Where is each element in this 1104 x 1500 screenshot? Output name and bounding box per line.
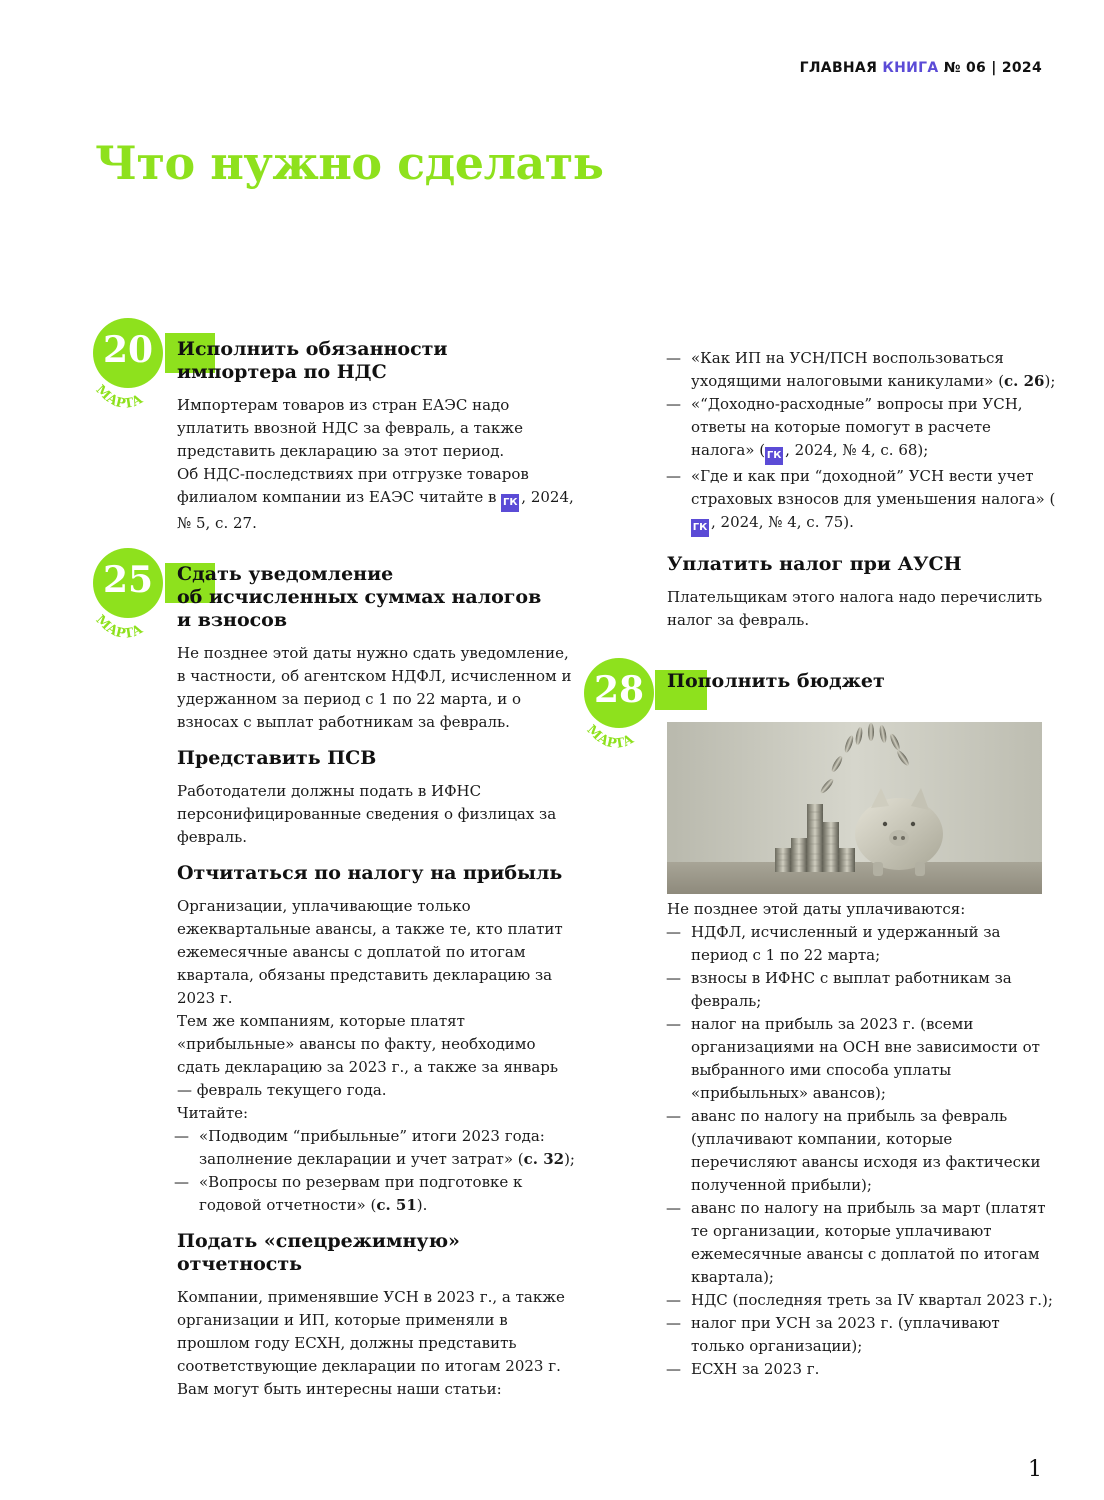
- paragraph: Вам могут быть интересны наши статьи:: [177, 1380, 502, 1398]
- list-item: — аванс по налогу на прибыль за февраль (уплачивают компании, которые перечисляют авансы исходя из фактически полученной прибыли);: [667, 1105, 1057, 1197]
- date-badge-28: [583, 658, 664, 752]
- list-item: — взносы в ИФНС с выплат работникам за февраль;: [667, 967, 1057, 1013]
- section-psv: [177, 747, 577, 849]
- page-title: Что нужно сделать: [95, 136, 604, 190]
- section-title: Представить ПСВ: [177, 747, 377, 769]
- section-title: Уплатить налог при АУСН: [667, 553, 962, 575]
- paragraph: Плательщикам этого налога надо перечислить налог за февраль.: [667, 588, 1043, 629]
- date-month-arc: [87, 578, 177, 648]
- page-reference[interactable]: с. 51: [376, 1196, 417, 1214]
- gk-logo-icon: ГК: [501, 494, 519, 512]
- section-tax-notice: [177, 563, 577, 734]
- payment-list: [667, 921, 1057, 1381]
- date-day: 28: [593, 669, 645, 711]
- list-item: — «Вопросы по резервам при подготовке к годовой отчетности» (с. 51).: [175, 1171, 577, 1217]
- gk-logo-icon: ГК: [765, 447, 783, 465]
- gk-logo-icon: ГК: [691, 519, 709, 537]
- date-month: МАРТА: [583, 722, 637, 752]
- reference-link[interactable]: , 2024, № 4, с. 68);: [785, 441, 929, 459]
- piggy-bank-illustration: [667, 722, 1042, 894]
- date-month-arc: [87, 348, 177, 418]
- left-column: [177, 338, 577, 1414]
- section-title: Отчитаться по налогу на прибыль: [177, 862, 563, 884]
- brand-part2: КНИГА: [882, 60, 939, 76]
- section-ausn-tax: [667, 553, 1057, 632]
- issue-number: № 06 | 2024: [943, 60, 1042, 76]
- svg-text:МАРТА: [93, 612, 146, 642]
- list-item: — налог на прибыль за 2023 г. (всеми организациями на ОСН вне зависимости от выбранного ими способа уплаты «прибыльных» авансов);: [667, 1013, 1057, 1105]
- list-item: — «Как ИП на УСН/ПСН воспользоваться уходящими налоговыми каникулами» (с. 26);: [667, 347, 1057, 393]
- paragraph: Тем же компаниям, которые платят «прибыльные» авансы по факту, необходимо сдать декларацию за 2023 г., а также за январь — февраль текущего года.: [177, 1012, 559, 1099]
- piggy-bank-photo: [667, 722, 1042, 894]
- date-month: МАРТА: [92, 612, 146, 642]
- section-title: Подать «спецрежимную» отчетность: [177, 1230, 460, 1275]
- section-profit-tax-report: [177, 862, 577, 1217]
- list-item: — НДС (последняя треть за IV квартал 2023 г.);: [667, 1289, 1057, 1312]
- list-item: — «“Доходно-расходные” вопросы при УСН, ответы на которые помогут в расчете налога» ( ГК , 2024, № 4, с. 68);: [667, 393, 1057, 465]
- svg-text:МАРТА: [584, 722, 637, 752]
- paragraph: Импортерам товаров из стран ЕАЭС надо уплатить ввозной НДС за февраль, а также представить декларацию за этот период.: [177, 396, 523, 460]
- paragraph: Об НДС-последствиях при отгрузке товаров филиалом компании из ЕАЭС читайте в ГК , 2024, № 5, с. 27.: [177, 465, 574, 532]
- reference-link[interactable]: , 2024, № 5, с. 27.: [177, 488, 574, 532]
- page-reference[interactable]: с. 26: [1004, 372, 1045, 390]
- list-item: — НДФЛ, исчисленный и удержанный за период с 1 по 22 марта;: [667, 921, 1057, 967]
- date-month-arc: [578, 688, 668, 758]
- date-badge-25: [92, 548, 173, 642]
- date-day: 20: [102, 329, 154, 371]
- reference-link[interactable]: , 2024, № 4, с. 75).: [711, 513, 854, 531]
- paragraph: Работодатели должны подать в ИФНС персонифицированные сведения о физлицах за февраль.: [177, 782, 557, 846]
- paragraph: Читайте:: [177, 1104, 249, 1122]
- page-reference[interactable]: с. 32: [523, 1150, 565, 1168]
- section-title: Пополнить бюджет: [667, 670, 885, 692]
- date-badge-20: [92, 318, 173, 412]
- list-item: — аванс по налогу на прибыль за март (платят те организации, которые уплачивают ежемесячные авансы с доплатой по итогам квартала);: [667, 1197, 1057, 1289]
- list-item: — налог при УСН за 2023 г. (уплачивают только организации);: [667, 1312, 1057, 1358]
- paragraph: Не позднее этой даты уплачиваются:: [667, 900, 966, 918]
- section-title: Исполнить обязанности импортера по НДС: [177, 338, 448, 383]
- section-title: Сдать уведомление об исчисленных суммах налогов и взносов: [177, 563, 542, 631]
- paragraph: Организации, уплачивающие только ежеквартальные авансы, а также те, кто платит ежемесячные авансы с доплатой по итогам квартала, обязаны представить декларацию за 2023 г.: [177, 897, 563, 1007]
- article-list: [667, 347, 1057, 537]
- svg-text:МАРТА: [93, 382, 146, 412]
- paragraph: Не позднее этой даты нужно сдать уведомление, в частности, об агентском НДФЛ, исчисленном и удержанном за период с 1 по 22 марта, и о взносах с выплат работникам за февраль.: [177, 644, 572, 731]
- section-importer-vat: [177, 338, 577, 535]
- masthead: [800, 60, 1042, 76]
- brand-part1: ГЛАВНАЯ: [799, 60, 878, 76]
- list-item: — «Подводим “прибыльные” итоги 2023 года: заполнение декларации и учет затрат» (с. 32);: [175, 1125, 577, 1171]
- date-day: 25: [102, 559, 154, 601]
- section-special-regime-report: [177, 1230, 577, 1401]
- page-number: 1: [1028, 1457, 1042, 1482]
- list-item: — «Где и как при “доходной” УСН вести учет страховых взносов для уменьшения налога» (ГК , 2024, № 4, с. 75).: [667, 465, 1057, 537]
- date-month: МАРТА: [92, 382, 146, 412]
- article-list: [175, 1125, 577, 1217]
- list-item: — ЕСХН за 2023 г.: [667, 1358, 1057, 1381]
- paragraph: Компании, применявшие УСН в 2023 г., а также организации и ИП, которые применяли в прошлом году ЕСХН, должны представить соответствующие декларации по итогам 2023 г.: [177, 1288, 565, 1375]
